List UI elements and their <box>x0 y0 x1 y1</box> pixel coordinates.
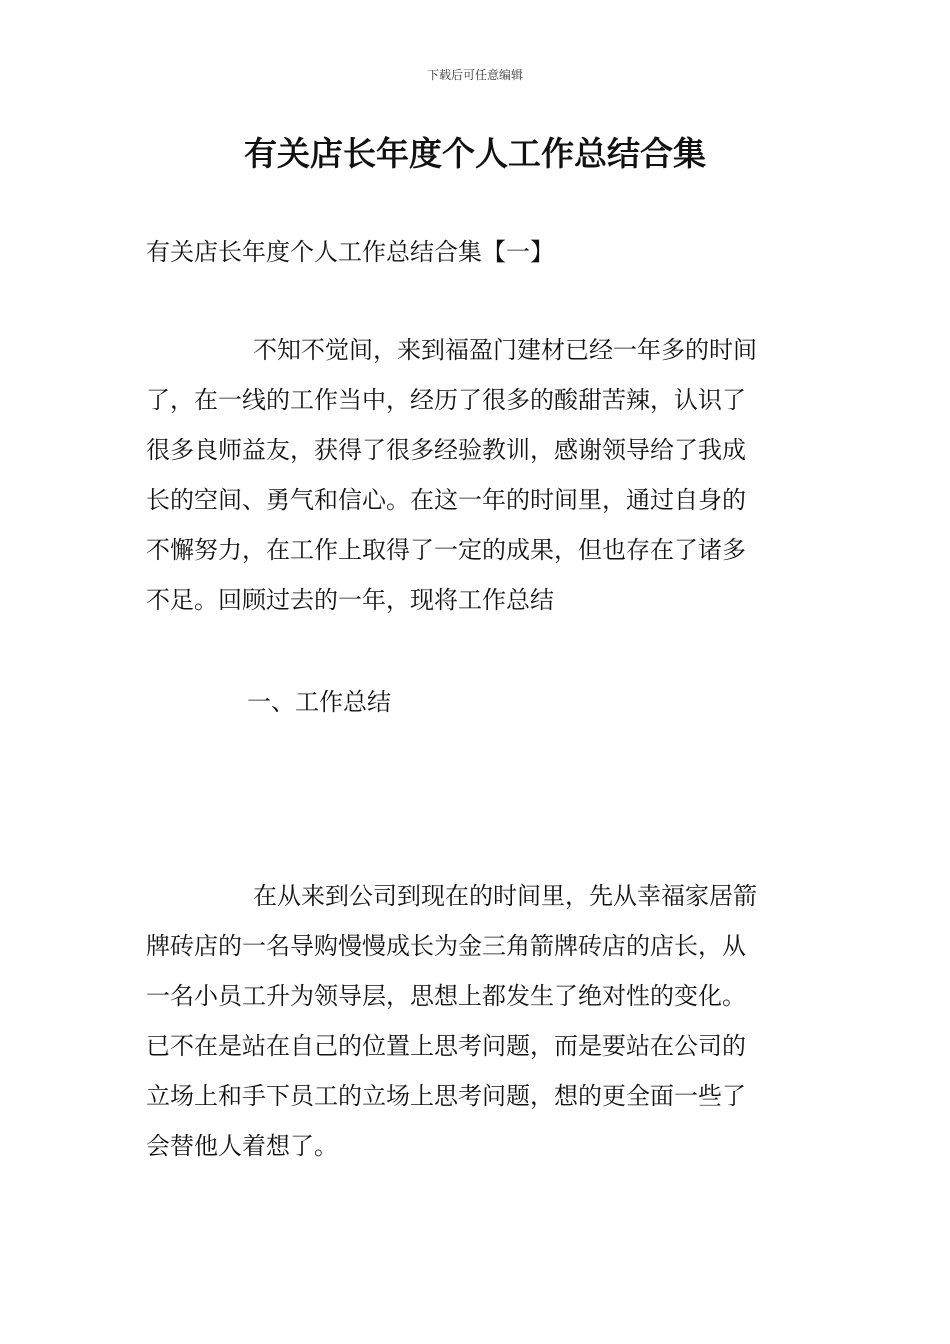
subheading-work-summary: 一、工作总结 <box>247 688 391 716</box>
paragraph-2 <box>146 871 806 1171</box>
paragraph-line: 很多良师益友，获得了很多经验教训，感谢领导给了我成 <box>146 436 746 464</box>
paragraph-line: 已不在是站在自己的位置上思考问题，而是要站在公司的 <box>146 1032 746 1060</box>
paragraph-line: 会替他人着想了。 <box>146 1132 338 1160</box>
document-title: 有关店长年度个人工作总结合集 <box>244 134 706 173</box>
paragraph-line: 一名小员工升为领导层，思想上都发生了绝对性的变化。 <box>146 982 746 1010</box>
paragraph-line: 不足。回顾过去的一年，现将工作总结 <box>146 586 554 614</box>
paragraph-line: 不知不觉间，来到福盈门建材已经一年多的时间 <box>253 336 757 364</box>
paragraph-line: 不懈努力，在工作上取得了一定的成果，但也存在了诸多 <box>146 536 746 564</box>
paragraph-line: 立场上和手下员工的立场上思考问题，想的更全面一些了 <box>146 1082 746 1110</box>
header-note: 下载后可任意编辑 <box>426 68 523 82</box>
paragraph-1 <box>146 325 806 625</box>
paragraph-line: 长的空间、勇气和信心。在这一年的时间里，通过自身的 <box>146 486 746 514</box>
paragraph-line: 了，在一线的工作当中，经历了很多的酸甜苦辣，认识了 <box>146 386 746 414</box>
paragraph-line: 在从来到公司到现在的时间里，先从幸福家居箭 <box>253 882 757 910</box>
paragraph-line: 牌砖店的一名导购慢慢成长为金三角箭牌砖店的店长，从 <box>146 932 746 960</box>
section-heading: 有关店长年度个人工作总结合集【一】 <box>146 238 554 266</box>
